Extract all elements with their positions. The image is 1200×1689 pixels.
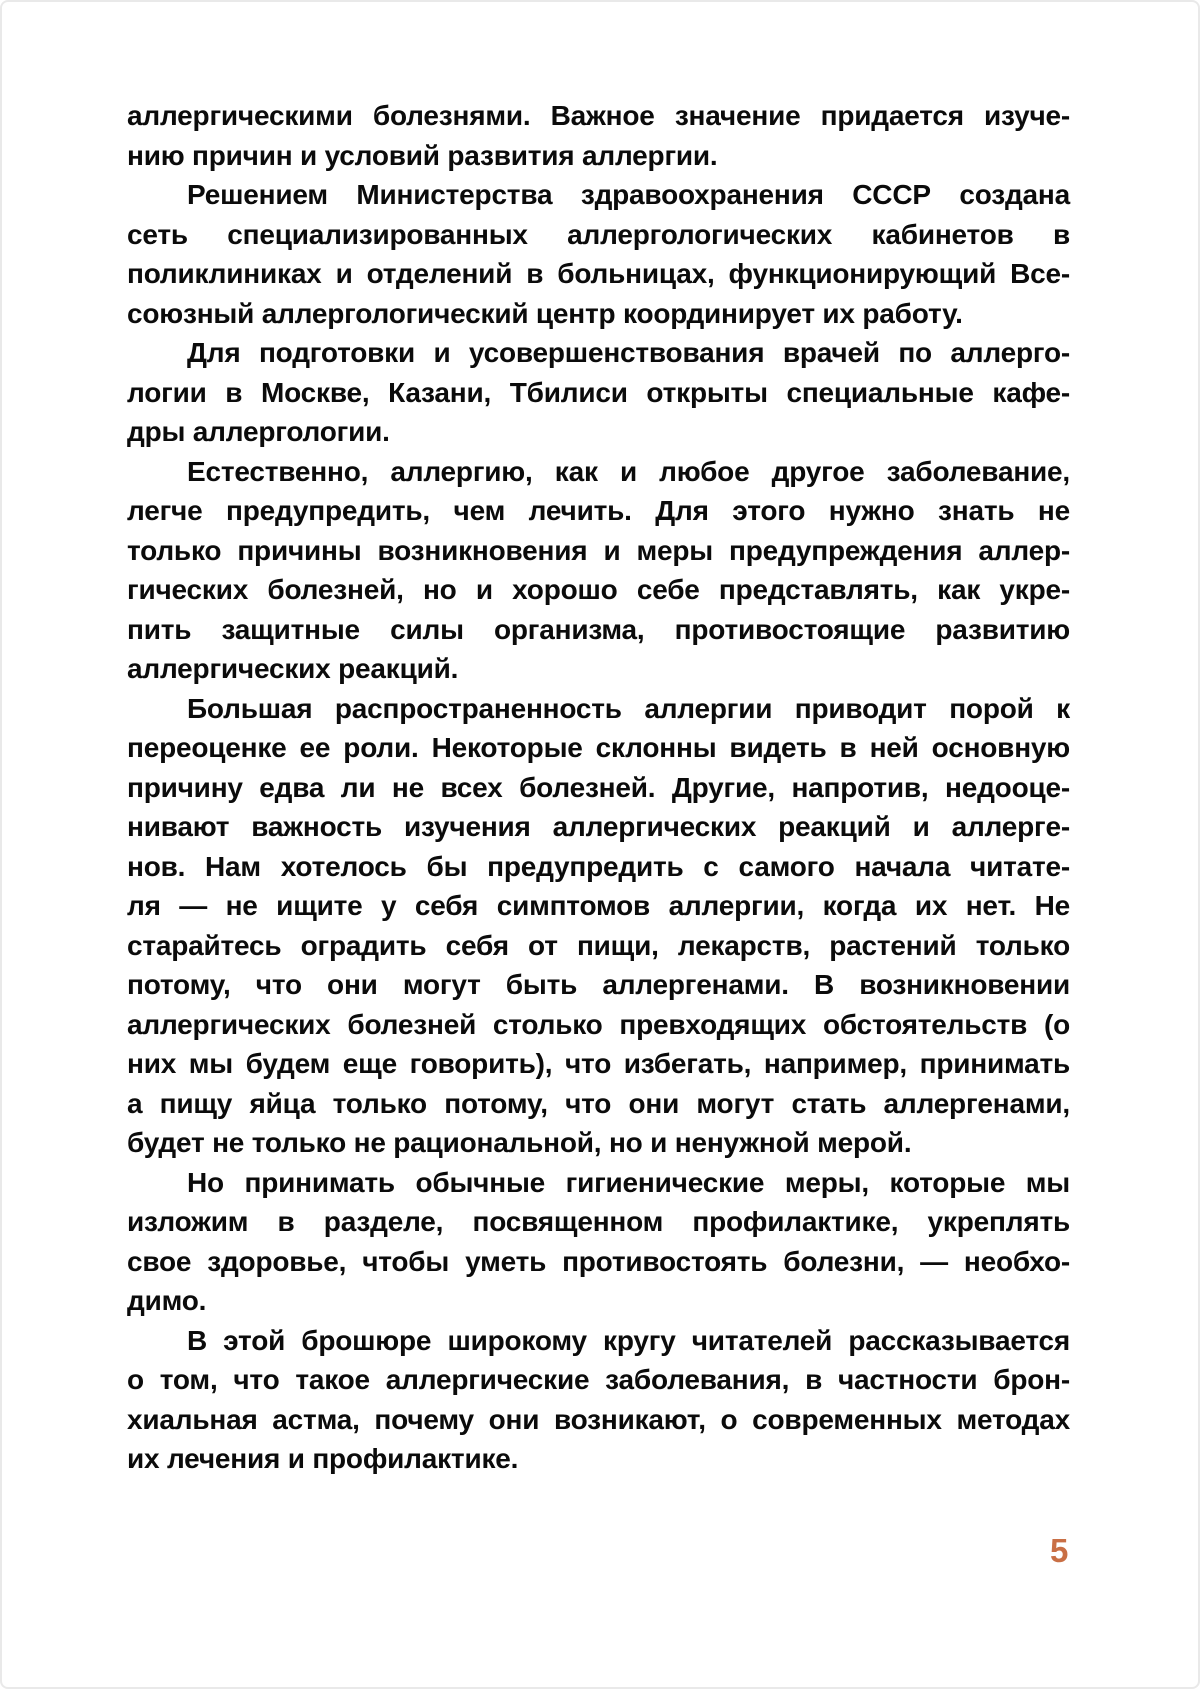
text-line: только причины возникновения и меры предупреждения аллер- [127, 534, 1070, 566]
body-text [127, 96, 1070, 1479]
text-line: Для подготовки и усовершенствования врачей по аллерго- [187, 337, 1070, 368]
text-line: союзный аллергологический центр координирует их работу. [127, 297, 963, 329]
text-line: переоценке ее роли. Некоторые склонны видеть в ней основную [127, 732, 1070, 763]
text-line: аллергических болезней столько превходящих обстоятельств (о [127, 1008, 1070, 1040]
text-line: них мы будем еще говорить), что избегать, например, принимать [127, 1048, 1070, 1079]
text-line: логии в Москве, Казани, Тбилиси открыты специальные кафе- [127, 376, 1070, 408]
text-line: аллергическими болезнями. Важное значение придается изуче- [127, 100, 1070, 131]
text-line: дры аллергологии. [127, 416, 390, 447]
text-line: о том, что такое аллергические заболевания, в частности брон- [127, 1364, 1070, 1395]
text-line: хиальная астма, почему они возникают, о современных методах [127, 1403, 1070, 1435]
text-line: нию причин и условий развития аллергии. [127, 139, 718, 171]
text-line: Решением Министерства здравоохранения СССР создана [187, 179, 1070, 210]
text-line: поликлиниках и отделений в больницах, функционирующий Все- [127, 258, 1070, 289]
text-line: старайтесь оградить себя от пищи, лекарств, растений только [127, 929, 1070, 961]
text-line: нов. Нам хотелось бы предупредить с самого начала читате- [127, 850, 1070, 882]
text-line: а пищу яйца только потому, что они могут стать аллергенами, [127, 1087, 1070, 1119]
text-line: димо. [127, 1285, 207, 1316]
text-line: их лечения и профилактике. [127, 1443, 519, 1474]
text-line: пить защитные силы организма, противостоящие развитию [127, 613, 1070, 645]
text-line: сеть специализированных аллергологических кабинетов в [127, 218, 1070, 250]
text-line: легче предупредить, чем лечить. Для этого нужно знать не [127, 495, 1070, 526]
text-line: причину едва ли не всех болезней. Другие, напротив, недооце- [127, 771, 1070, 803]
text-line: гических болезней, но и хорошо себе представлять, как укре- [127, 574, 1070, 605]
page-number: 5 [1050, 1532, 1069, 1569]
text-line: Естественно, аллергию, как и любое другое заболевание, [187, 455, 1070, 487]
text-line: Большая распространенность аллергии приводит порой к [187, 692, 1070, 724]
text-line: аллергических реакций. [127, 653, 459, 684]
text-line: потому, что они могут быть аллергенами. В возникновении [127, 969, 1070, 1000]
text-line: Но принимать обычные гигиенические меры, которые мы [187, 1166, 1070, 1198]
text-line: изложим в разделе, посвященном профилактике, укреплять [127, 1206, 1070, 1237]
text-line: будет не только не рациональной, но и ненужной мерой. [127, 1127, 912, 1158]
text-line: нивают важность изучения аллергических реакций и аллерге- [127, 811, 1070, 842]
text-line: В этой брошюре широкому кругу читателей рассказывается [187, 1324, 1070, 1356]
text-line: свое здоровье, чтобы уметь противостоять болезни, — необхо- [127, 1245, 1070, 1277]
text-line: ля — не ищите у себя симптомов аллергии, когда их нет. Не [127, 890, 1070, 921]
